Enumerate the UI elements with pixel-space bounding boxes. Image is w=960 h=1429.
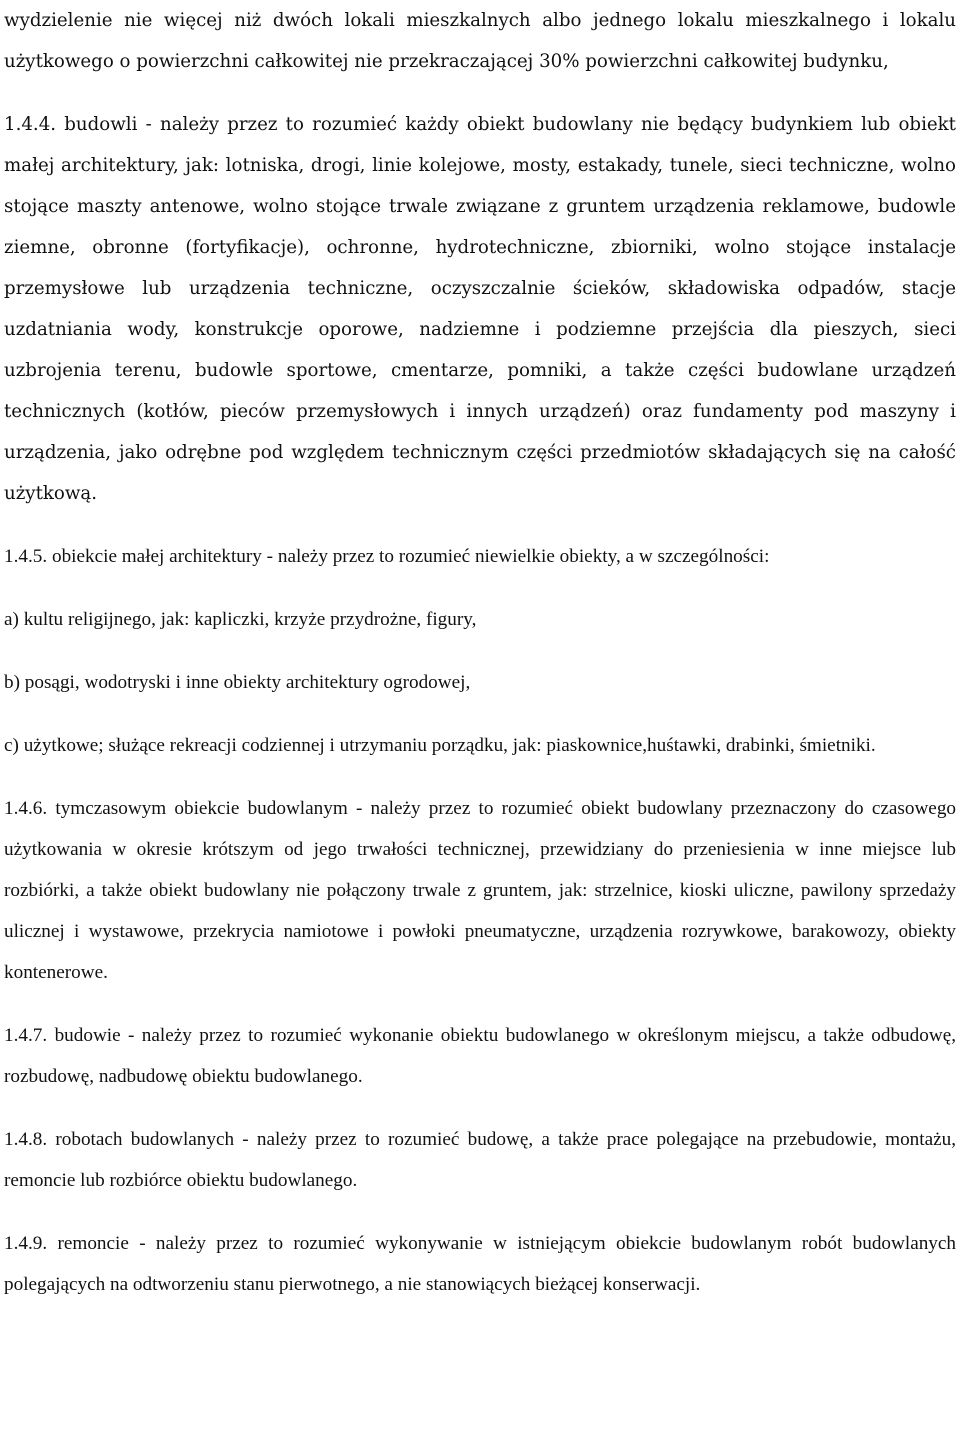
- intro-text: wydzielenie nie więcej niż dwóch lokali mieszkalnych albo jednego lokalu mieszkalnego i lokalu użytkowego o powierzchni całkowitej nie przekraczającej 30% powierzchni całkowitej budynku,: [4, 10, 956, 72]
- section-text: robotach budowlanych - należy przez to rozumieć budowę, a także prace polegające na przebudowie, montażu, remoncie lub rozbiórce obiektu budowlanego.: [4, 1129, 957, 1191]
- section-text: remoncie - należy przez to rozumieć wykonywanie w istniejącym obiekcie budowlanym robót budowlanych polegających na odtworzeniu stanu pierwotnego, a nie stanowiących bieżącej konserwacji.: [4, 1233, 957, 1295]
- section-1-4-8: [4, 1119, 956, 1201]
- section-text: budowli - należy przez to rozumieć każdy obiekt budowlany nie będący budynkiem lub obiekt małej architektury, jak: lotniska, drogi, linie kolejowe, mosty, estakady, tunele, sieci techniczne, wolno stojące maszty antenowe, wolno stojące trwale związane z gruntem urządzenia reklamowe, budowle ziemne, obronne (fortyfikacje), ochronne, hydrotechniczne, zbiorniki, wolno stojące instalacje przemysłowe lub urządzenia techniczne, oczyszczalnie ścieków, składowiska odpadów, stacje uzdatniania wody, konstrukcje oporowe, nadziemne i podziemne przejścia dla pieszych, sieci uzbrojenia terenu, budowle sportowe, cmentarze, pomniki, a także części budowlane urządzeń technicznych (kotłów, pieców przemysłowych i innych urządzeń) oraz fundamenty pod maszyny i urządzenia, jako odrębne pod względem technicznym części przedmiotów składających się na całość użytkową.: [4, 114, 956, 504]
- intro-paragraph: [4, 0, 956, 82]
- section-text: budowie - należy przez to rozumieć wykonanie obiektu budowlanego w określonym miejscu, a także odbudowę, rozbudowę, nadbudowę obiektu budowlanego.: [4, 1025, 957, 1087]
- list-item-a: [4, 599, 956, 640]
- section-text: obiekcie małej architektury - należy przez to rozumieć niewielkie obiekty, a w szczególności:: [51, 546, 770, 567]
- section-1-4-7: [4, 1015, 956, 1097]
- section-number: 1.4.5.: [4, 546, 48, 567]
- section-number: 1.4.7.: [4, 1025, 48, 1046]
- list-item-text: a) kultu religijnego, jak: kapliczki, krzyże przydrożne, figury,: [4, 609, 477, 630]
- list-item-c: [4, 725, 956, 766]
- section-1-4-5: [4, 536, 956, 577]
- list-item-b: [4, 662, 956, 703]
- section-number: 1.4.6.: [4, 798, 48, 819]
- section-number: 1.4.9.: [4, 1233, 48, 1254]
- section-1-4-9: [4, 1223, 956, 1305]
- section-number: 1.4.8.: [4, 1129, 48, 1150]
- section-1-4-4: [4, 104, 956, 514]
- list-item-text: b) posągi, wodotryski i inne obiekty architektury ogrodowej,: [4, 672, 471, 693]
- section-1-4-6: [4, 788, 956, 993]
- document-page: [4, 0, 956, 1305]
- section-number: 1.4.4.: [4, 114, 57, 135]
- list-item-text: c) użytkowe; służące rekreacji codziennej i utrzymaniu porządku, jak: piaskownice,huśtawki, drabinki, śmietniki.: [4, 735, 876, 756]
- section-text: tymczasowym obiekcie budowlanym - należy przez to rozumieć obiekt budowlany przeznaczony do czasowego użytkowania w okresie krótszym od jego trwałości technicznej, przewidziany do przeniesienia w inne miejsce lub rozbiórki, a także obiekt budowlany nie połączony trwale z gruntem, jak: strzelnice, kioski uliczne, pawilony sprzedaży ulicznej i wystawowe, przekrycia namiotowe i powłoki pneumatyczne, urządzenia rozrywkowe, barakowozy, obiekty kontenerowe.: [4, 798, 957, 983]
